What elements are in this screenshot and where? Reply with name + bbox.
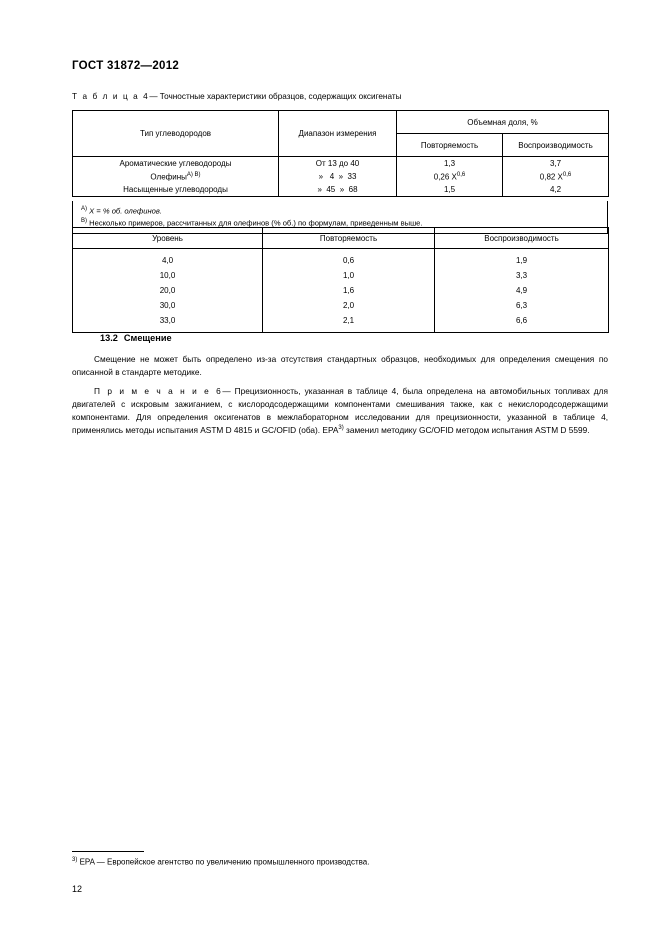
cell-reproduce-4: 6,6: [435, 313, 609, 333]
cell-level-1: 10,0: [73, 268, 263, 283]
footnote-marker: 3): [72, 857, 78, 863]
cell-reproduce-2: 4,9: [435, 283, 609, 298]
table-row: [73, 298, 609, 313]
cell-repeat-2: 1,6: [263, 283, 435, 298]
table-row: [73, 228, 609, 249]
th-measurement-range: Диапазон измерения: [279, 111, 397, 157]
note-a-marker: А): [81, 206, 87, 212]
section-title-text: Смещение: [123, 333, 172, 343]
cell-reproduce-olefins-exponent: 0,6: [562, 171, 572, 178]
note6-superscript: 3): [338, 424, 344, 431]
table-row: [73, 183, 609, 197]
cell-repeat-aromatic: 1,3: [397, 157, 503, 171]
th-volume-fraction-group: Объемная доля, %: [397, 111, 609, 134]
range-from: 45: [326, 185, 336, 194]
table4-note-a: [81, 205, 599, 217]
cell-reproduce-0: 1,9: [435, 249, 609, 269]
cell-repeat-olefins: [397, 170, 503, 183]
table-row: [73, 170, 609, 183]
table4-caption-text: — Точностные характеристики образцов, содержащих оксигенаты: [149, 92, 402, 101]
note6-text: — Прецизионность, указанная в таблице 4, была определена на автомобильных топливах для двигателей с искровым зажиганием, с кислородсодержащими компонентами смешивания также, как с некислородсодержащими компонентами. Для определения оксигенатов в межлабораторном исследовании для прецизионности, указанной в таблице 4, применялись методы испытания ASTM D 4815 и GC/OFID (оба). EPA: [72, 386, 608, 435]
cell-type-olefins-superscript: А) В): [186, 171, 201, 178]
note6-label: П р и м е ч а н и е 6: [94, 386, 223, 396]
table-row: [73, 283, 609, 298]
note6-tail: заменил методику GC/OFID методом испытания ASTM D 5599.: [343, 424, 590, 435]
table-row: [73, 268, 609, 283]
th-level: Уровень: [73, 228, 263, 249]
section-heading: [100, 333, 172, 343]
range-mid: »: [339, 185, 345, 194]
th-level-reproducibility: Воспроизводимость: [435, 228, 609, 249]
table-row: [73, 157, 609, 171]
note-a-text: X = % об. олефинов.: [89, 206, 162, 216]
th-hydrocarbon-type: Тип углеводородов: [73, 111, 279, 157]
range-prefix: »: [317, 185, 322, 194]
cell-range-aromatic: От 13 до 40: [279, 157, 397, 171]
cell-type-olefins: [73, 170, 279, 183]
th-level-repeatability: Повторяемость: [263, 228, 435, 249]
paragraph-bias: [72, 353, 608, 379]
cell-type-olefins-text: Олефины: [150, 172, 187, 182]
footnote-text: EPA — Европейское агентство по увеличению промышленного производства.: [77, 857, 370, 867]
page-number: 12: [72, 884, 83, 894]
table4-caption-label: Т а б л и ц а 4: [72, 92, 150, 101]
table-precision-characteristics: [72, 110, 609, 197]
range-to: 33: [347, 172, 357, 181]
table-row: [73, 111, 609, 134]
cell-type-saturated: Насыщенные углеводороды: [73, 183, 279, 197]
table-row: [73, 313, 609, 333]
note-b-marker: В): [81, 217, 87, 224]
range-to: 68: [348, 185, 358, 194]
cell-repeat-4: 2,1: [263, 313, 435, 333]
table4-caption: [72, 92, 401, 101]
footnote: [72, 856, 608, 868]
cell-repeat-olefins-text: 0,26 X: [433, 172, 457, 182]
cell-reproduce-olefins-text: 0,82 X: [539, 172, 563, 182]
th-reproducibility: Воспроизводимость: [503, 134, 609, 157]
cell-level-4: 33,0: [73, 313, 263, 333]
cell-range-saturated: [279, 183, 397, 197]
cell-repeat-olefins-exponent: 0,6: [456, 171, 466, 178]
cell-reproduce-aromatic: 3,7: [503, 157, 609, 171]
th-repeatability: Повторяемость: [397, 134, 503, 157]
note-b-text: Несколько примеров, рассчитанных для олефинов (% об.) по формулам, приведенным выше.: [89, 218, 423, 228]
cell-level-3: 30,0: [73, 298, 263, 313]
cell-repeat-1: 1,0: [263, 268, 435, 283]
cell-repeat-saturated: 1,5: [397, 183, 503, 197]
cell-level-0: 4,0: [73, 249, 263, 269]
cell-repeat-3: 2,0: [263, 298, 435, 313]
cell-level-2: 20,0: [73, 283, 263, 298]
cell-reproduce-1: 3,3: [435, 268, 609, 283]
cell-type-aromatic: Ароматические углеводороды: [73, 157, 279, 171]
cell-reproduce-3: 6,3: [435, 298, 609, 313]
range-mid: »: [338, 172, 344, 181]
range-from: 4: [329, 172, 335, 181]
cell-repeat-0: 0,6: [263, 249, 435, 269]
page-title: ГОСТ 31872—2012: [72, 60, 180, 72]
range-prefix: »: [318, 172, 324, 181]
footnote-divider: [72, 851, 144, 852]
table-precision-levels: [72, 227, 609, 333]
table-row: [73, 249, 609, 269]
cell-range-olefins: [279, 170, 397, 183]
paragraph-bias-text: Смещение не может быть определено из-за отсутствия стандартных образцов, необходимых для определения смещения по описанной в стандарте методике.: [72, 354, 608, 377]
cell-reproduce-saturated: 4,2: [503, 183, 609, 197]
cell-reproduce-olefins: [503, 170, 609, 183]
section-number: 13.2: [100, 333, 118, 343]
paragraph-note6: [72, 385, 608, 436]
